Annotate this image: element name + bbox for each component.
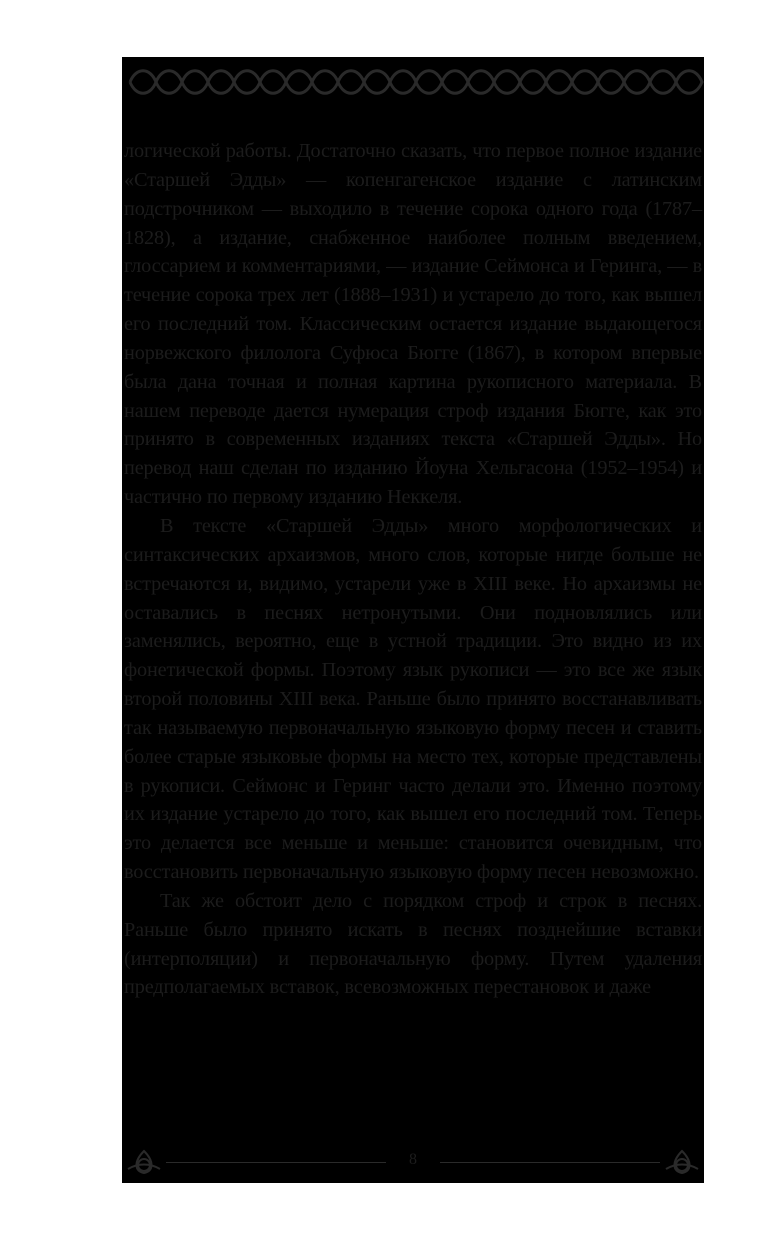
page-footer: [122, 1147, 704, 1177]
paragraph: логической работы. Достаточно сказать, что первое полное издание «Старшей Эдды» — копенгагенское издание с латинским подстрочником — выходило в течение сорока одного года (1787–1828), а издание, снабженное наиболее полным введением, глоссарием и комментариями, — издание Сеймонса и Геринга, — в течение сорока трех лет (1888–1931) и устарело до того, как вышел его последний том. Классическим остается издание выдающегося норвежского филолога Суфюса Бюгге (1867), в котором впервые была дана точная и полная картина рукописного материала. В нашем переводе дается нумерация строф издания Бюгге, как это принято в современных изданиях текста «Старшей Эдды». Но перевод наш сделан по изданию Йоуна Хельгасона (1952–1954) и частично по первому изданию Неккеля.: [124, 140, 702, 509]
celtic-knot-border: [122, 57, 704, 107]
paragraph: В тексте «Старшей Эдды» много морфологических и синтаксических архаизмов, много слов, которые нигде больше не встречаются и, видимо, устарели уже в XIII веке. Но архаизмы не оставались в песнях нетронутыми. Они подновлялись или заменялись, вероятно, еще в устной традиции. Это видно из их фонетической формы. Поэтому язык рукописи — это все же язык второй половины XIII века. Раньше было принято восстанавливать так называемую первоначальную языковую форму песен и ставить более старые языковые формы на место тех, которые представлены в рукописи. Сеймонс и Геринг часто делали это. Именно поэтому их издание устарело до того, как вышел его последний том. Теперь это делается все меньше и меньше: становится очевидным, что восстановить первоначальную языковую форму песен невозможно.: [124, 514, 702, 884]
book-page: [122, 57, 704, 1183]
paragraph: Так же обстоит дело с порядком строф и строк в песнях. Раньше было принято искать в песнях позднейшие вставки (интерполяции) и первоначальную форму. Путем удаления предполагаемых вставок, всевозможных перестановок и даже: [124, 889, 702, 999]
footer-rule-right: [440, 1162, 660, 1163]
footer-rule-left: [166, 1162, 386, 1163]
body-text: [124, 137, 702, 1002]
triquetra-ornament-left: [124, 1147, 164, 1177]
triquetra-ornament-right: [662, 1147, 702, 1177]
page-number: 8: [409, 1151, 417, 1168]
